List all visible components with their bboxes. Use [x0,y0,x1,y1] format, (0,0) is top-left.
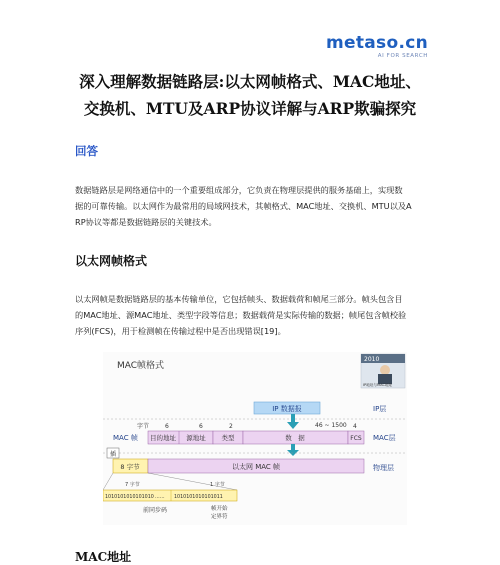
insert-label: 插 [109,451,117,458]
field-data: 数 据 [285,434,305,442]
dots: ...... [155,494,165,500]
video-badge: 2010 [364,356,380,363]
intro-line: RP协议等都是数据链路层的关键技术。 [75,217,217,227]
preamble-label: 前同步码 [143,507,168,514]
sfd-label-2: 定界符 [211,514,228,520]
ethernet-mac-frame-label: 以太网 MAC 帧 [231,463,281,471]
field-type: 类型 [221,434,235,442]
intro-paragraph [75,182,435,230]
logo-tagline: AI FOR SEARCH [377,53,428,59]
mac-layer-label: MAC层 [373,434,396,442]
logo-brand: metaso.cn [326,33,428,53]
sfd-label-1: 帧开始 [211,506,228,512]
answer-label: 回答 [75,144,98,158]
field-size-src: 6 [199,423,203,430]
field-src: 源地址 [186,434,206,442]
eight-bytes-label: 8 字节 [120,463,140,471]
range-label: 46 ~ 1500 [315,422,347,429]
mac-frame-figure [103,352,407,525]
ip-packet-label: IP 数据报 [272,405,302,413]
field-size-dest: 6 [165,423,169,430]
field-size-fcs: 4 [353,423,357,430]
mac-frame-label: MAC 帧 [113,434,138,442]
phy-layer-label: 物理层 [373,464,394,472]
metaso-logo[interactable] [326,33,428,59]
intro-line: 据的可靠传输。以太网作为最常用的局域网技术，其帧格式、MAC地址、交换机、MTU以及A [75,201,412,211]
field-fcs: FCS [350,435,362,442]
ip-layer-label: IP层 [373,405,387,413]
ethernet-line: 的MAC地址、源MAC地址、类型字段等信息；数据载荷是实际传输的数据；帧尾包含帧校验 [75,310,407,320]
preamble-bits: 1010101010101010 [105,495,154,500]
title-line-1: 深入理解数据链路层:以太网帧格式、MAC地址、 [79,72,421,91]
ethernet-paragraph [75,291,435,339]
video-thumbnail[interactable] [361,354,405,388]
title-line-2: 交换机、MTU及ARP协议详解与ARP欺骗探究 [83,99,417,118]
field-size-type: 2 [229,423,233,430]
field-dest: 目的地址 [150,434,176,442]
ethernet-heading: 以太网帧格式 [75,254,148,268]
ethernet-line: 以太网帧是数据链路层的基本传输单位，它包括帧头、数据载荷和帧尾三部分。帧头包含目 [75,294,403,304]
video-caption: IP地址与MAC地址 [363,383,393,387]
ethernet-line: 序列(FCS)，用于检测帧在传输过程中是否出现错误[19]。 [75,326,286,336]
seven-bytes-label: 7 字节 [125,482,140,488]
figure-title: MAC帧格式 [117,361,165,371]
field-size-unit: 字节 [137,423,150,430]
mac-address-heading: MAC地址 [75,550,132,564]
intro-line: 数据链路层是网络通信中的一个重要组成部分，它负责在物理层提供的服务基础上，实现数 [75,185,403,195]
sfd-bits: 1010101010101011 [174,495,223,500]
one-byte-label: 1 字节 [210,482,225,488]
page-title [40,68,460,122]
